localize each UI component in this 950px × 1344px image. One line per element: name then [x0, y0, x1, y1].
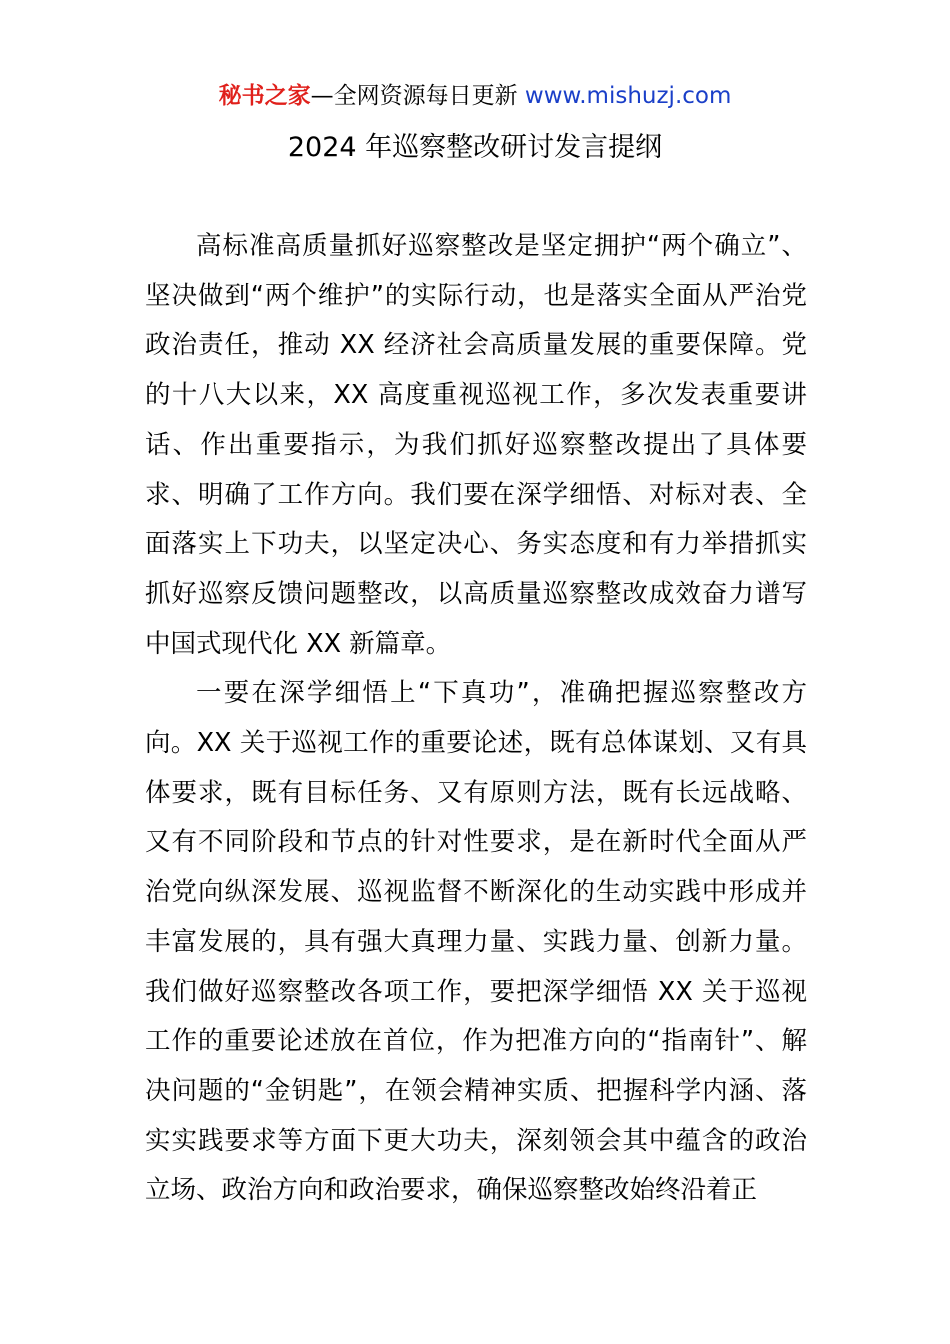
document-title: 2024 年巡察整改研讨发言提纲 — [287, 132, 663, 163]
document-body — [145, 222, 807, 1216]
body-paragraph-1: 高标准高质量抓好巡察整改是坚定拥护“两个确立”、坚决做到“两个维护”的实际行动，也是落实全面从严治党政治责任，推动 XX 经济社会高质量发展的重要保障。党的十八大以来，XX 高度重视巡视工作，多次发表重要讲话、作出重要指示，为我们抓好巡察整改提出了具体要求、明确了工作方向。我们要在深学细悟、对标对表、全面落实上下功夫，以坚定决心、务实态度和有力举措抓实抓好巡察反馈问题整改，以高质量巡察整改成效奋力谱写中国式现代化 XX 新篇章。 — [145, 231, 807, 659]
site-tagline: —全网资源每日更新 — [310, 83, 525, 109]
site-brand: 秘书之家 — [218, 83, 311, 109]
site-header — [0, 80, 950, 112]
site-url-link[interactable]: www.mishuzj.com — [524, 83, 732, 109]
body-paragraph-2: 一要在深学细悟上“下真功”，准确把握巡察整改方向。XX 关于巡视工作的重要论述，既有总体谋划、又有具体要求，既有目标任务、又有原则方法，既有长远战略、又有不同阶段和节点的针对性要求，是在新时代全面从严治党向纵深发展、巡视监督不断深化的生动实践中形成并丰富发展的，具有强大真理力量、实践力量、创新力量。我们做好巡察整改各项工作，要把深学细悟 XX 关于巡视工作的重要论述放在首位，作为把准方向的“指南针”、解决问题的“金钥匙”，在领会精神实质、把握科学内涵、落实实践要求等方面下更大功夫，深刻领会其中蕴含的政治立场、政治方向和政治要求，确保巡察整改始终沿着正 — [145, 678, 807, 1206]
